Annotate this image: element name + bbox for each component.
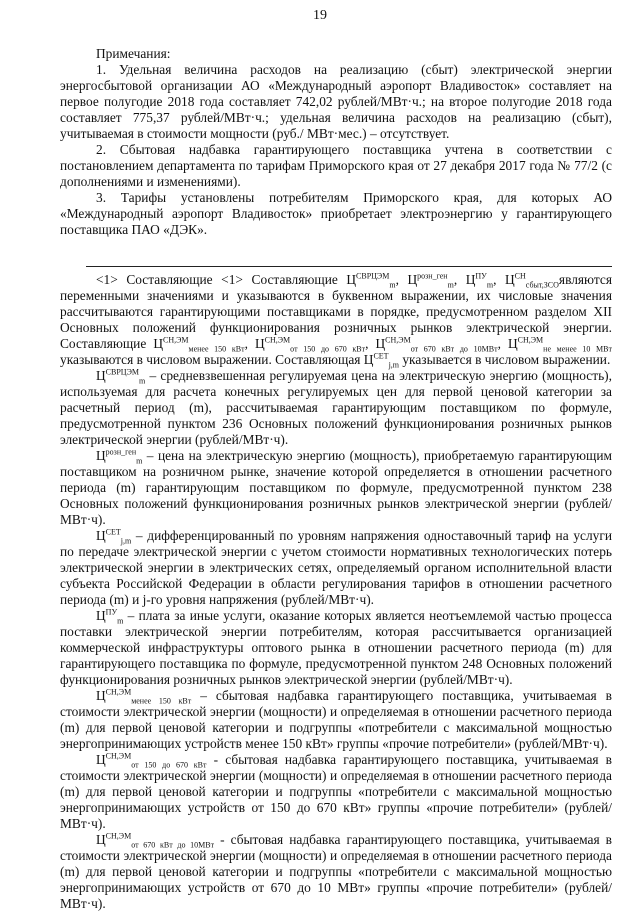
sym-sbyt: $Ц^{СН}_{сбыт,ЗСО}$ (505, 271, 559, 290)
intro-text-d: указывается в числовом выражении. (399, 352, 611, 367)
page-number: 19 (313, 8, 327, 23)
definition-svrcem: $Ц^{СВРЦЭМ}_m$ – средневзвешенная регулируемая цена на электрическую энергию (мощность), используемая для расчета конечных регулируемых цен для первой ценовой категории за расчетный период (m), рассчитываемая гарантирующим поставщиком по формуле, предусмотренной пунктом 236 Основных положений функционирования розничных рынков электрической энергии (рублей/МВт·ч). (60, 367, 612, 447)
note-item-1: 1. Удельная величина расходов на реализацию (сбыт) электрической энергии энергосбытовой организации АО «Международный аэропорт Владивосток» составляет на первое полугодие 2018 года составляет 742,02 рублей/МВт·ч.; на второе полугодие 2018 года составляет 775,37 рублей/МВт·ч.; удельная величина расходов на реализацию (сбыт), учитываемая в стоимости мощности (руб./ МВт·мес.) – отсутствует. (60, 62, 612, 141)
definition-sn-150: $Ц^{СН,ЭМ}_{менее 150 кВт}$ – сбытовая надбавка гарантирующего поставщика, учитываемая в стоимости электрической энергии (мощности) и определяемая в отношении расчетного периода (m) для первой ценовой категории и подгруппы «потребители с максимальной мощностью энергопринимающих устройств менее 150 кВт» группы «прочие потребители» (рублей/МВт·ч). (60, 687, 612, 751)
note-item-2: 2. Сбытовая надбавка гарантирующего поставщика учтена в соответствии с постановлением департамента по тарифам Приморского края от 27 декабря 2017 года № 77/2 (с дополнениями и изменениями). (60, 142, 612, 189)
sym-set: $Ц^{СЕТ}_{j,m}$ (363, 351, 400, 370)
notes-section (60, 46, 612, 238)
intro-text-a: <1> Составляющие <1> Составляющие (96, 272, 347, 287)
definition-rozn-gen: $Ц^{розн\_ген}_m$ – цена на электрическую энергию (мощность), приобретаемую гарантирующим поставщиком на розничном рынке, значение которой определяется в отношении расчетного периода (m) гарантирующим поставщиком по формуле, предусмотренной пунктом 238 Основных положений функционирования розничных рынков электрической энергии (рублей/МВт·ч). (60, 447, 612, 527)
sym-svrcem: $Ц^{СВРЦЭМ}_m$ (346, 271, 396, 290)
sym-sn-150: $Ц^{СН,ЭМ}_{менее 150 кВт}$ (153, 335, 245, 354)
footnote-section (60, 272, 612, 912)
notes-heading: Примечания: (96, 46, 171, 61)
sym-sn-150-670: $Ц^{СН,ЭМ}_{от 150 до 670 кВт}$ (254, 335, 366, 354)
footnote-divider (86, 266, 612, 267)
sym-rozn-gen: $Ц^{розн\_ген}_m$ (407, 271, 454, 290)
sym-sn-10: $Ц^{СН,ЭМ}_{не менее 10 МВт}$ (507, 335, 612, 354)
footnote-intro: <1> Составляющие <1> Составляющие $Ц^{СВРЦЭМ}_m$, $Ц^{розн\_ген}_m$, $Ц^{ПУ}_m$, $Ц^{СН}_{сбыт,ЗСО}являются$ переменными значениями и указываются в буквенном выражении, их числовые значения рассчитываются гарантирующими поставщиками в порядке, предусмотренном разделом XII Основных положений функционирования розничных рынков электрической энергии. Составляющие $Ц^{СН,ЭМ}_{менее 150 кВт}$, $Ц^{СН,ЭМ}_{от 150 до 670 кВт}$, $Ц^{СН,ЭМ}_{от 670 кВт до 10МВт}$, $Ц^{СН,ЭМ}_{не менее 10 МВт}$ указываются в числовом выражении. Составляющая $Ц^{СЕТ}_{j,m}$ указывается в числовом выражении. (60, 271, 612, 370)
definition-set: $Ц^{СЕТ}_{j,m}$ – дифференцированный по уровням напряжения одноставочный тариф на услуги по передаче электрической энергии с учетом стоимости нормативных технологических потерь электрической энергии в электрических сетях, определяемый органом исполнительной власти субъекта Российской Федерации в области регулирования тарифов в отношении расчетного периода (m) и j-го уровня напряжения (рублей/МВт·ч). (60, 527, 612, 607)
definition-sn-150-670: $Ц^{СН,ЭМ}_{от 150 до 670 кВт}$ - сбытовая надбавка гарантирующего поставщика, учитываемая в стоимости электрической энергии (мощности) и определяемая в отношении расчетного периода (m) для первой ценовой категории и подгруппы «потребители с максимальной мощностью энергопринимающих устройств от 150 до 670 кВт» группы «прочие потребители» (рублей/МВт·ч). (60, 751, 612, 831)
intro-text-b: являются переменными значениями и указываются в буквенном выражении, их числовые значения рассчитываются гарантирующими поставщиками в порядке, предусмотренном разделом XII Основных положений функционирования розничных рынков электрической энергии. Составляющие (60, 272, 612, 351)
sym-pu: $Ц^{ПУ}_m$ (465, 271, 494, 290)
definition-pu: $Ц^{ПУ}_m$ – плата за иные услуги, оказание которых является неотъемлемой частью процесса поставки электрической энергии потребителям, которая рассчитывается организацией коммерческой инфраструктуры оптового рынка в отношении расчетного периода (m) для гарантирующего поставщика по формуле, предусмотренной пунктом 248 Основных положений функционирования розничных рынков электрической энергии (рублей/МВт·ч). (60, 607, 612, 687)
intro-text-c: указываются в числовом выражении. Составляющая (60, 352, 364, 367)
note-item-3: 3. Тарифы установлены потребителям Приморского края, для которых АО «Международный аэропорт Владивосток» приобретает электроэнергию у гарантирующего поставщика ПАО «ДЭК». (60, 190, 612, 237)
definition-sn-670-10: $Ц^{СН,ЭМ}_{от 670 кВт до 10МВт}$ - сбытовая надбавка гарантирующего поставщика, учитываемая в стоимости электрической энергии (мощности) и определяемая в отношении расчетного периода (m) для первой ценовой категории и подгруппы «потребители с максимальной мощностью энергопринимающих устройств от 670 до 10 МВт» группы «прочие потребители» (рублей/МВт·ч). (60, 831, 612, 911)
sym-sn-670-10: $Ц^{СН,ЭМ}_{от 670 кВт до 10МВт}$ (375, 335, 498, 354)
